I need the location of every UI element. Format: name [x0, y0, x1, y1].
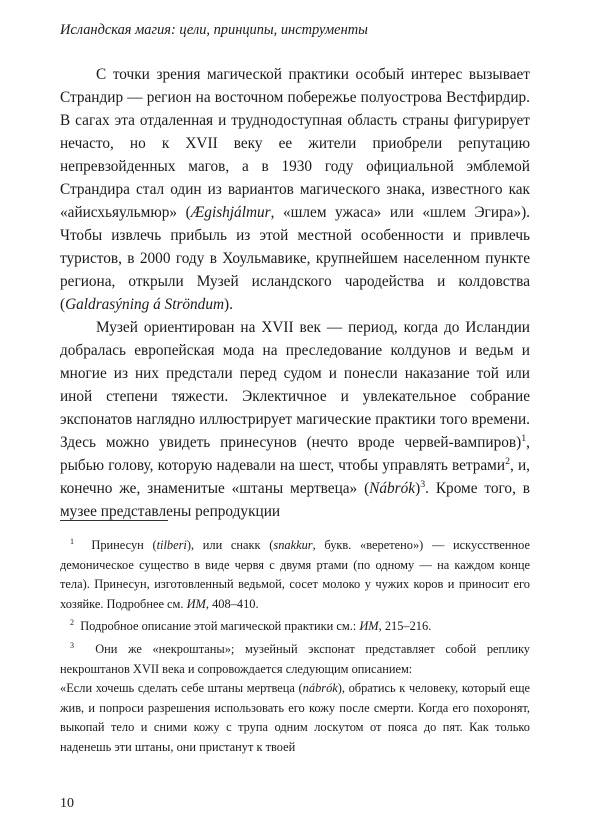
- paragraph-2: [60, 316, 530, 523]
- italic-term: Nábrók: [369, 480, 416, 497]
- footnote-ref-2[interactable]: 2: [505, 455, 511, 467]
- footnote-1: [60, 536, 530, 614]
- italic-term: Galdrasýning á Ströndum: [65, 296, 225, 313]
- text-run: , 408–410.: [205, 596, 259, 611]
- footnote-ref-3[interactable]: 3: [420, 478, 426, 490]
- italic-term: snakkur: [273, 538, 313, 552]
- text-run: «Если хочешь сделать себе штаны мертвеца (: [60, 681, 303, 696]
- text-run: , 215–216.: [378, 619, 432, 634]
- footnote-3-quote: [60, 679, 530, 757]
- running-head: Исландская магия: цели, принципы, инструменты: [60, 22, 368, 38]
- footnote-number: 3: [70, 640, 75, 650]
- text-run: , и, конечно же, знаменитые «штаны мертвеца» (: [60, 457, 530, 497]
- text-run: Они же «некроштаны»; музейный экспонат представляет собой реплику некроштанов XVII века и сопровождается следующим описанием:: [60, 641, 530, 676]
- italic-term: Ægishjálmur: [190, 204, 271, 221]
- footnote-separator: [60, 520, 168, 521]
- text-run: ), или снакк (: [186, 538, 274, 552]
- text-run: . Кроме того, в музее представлены репродукции: [60, 480, 530, 520]
- page-number: 10: [60, 796, 74, 811]
- footnote-2: [60, 617, 530, 637]
- footnote-3: [60, 640, 530, 679]
- text-run: ).: [224, 296, 233, 313]
- text-run: ), обратись к человеку, который еще жив, и попроси разрешения использовать его кожу после смерти. Когда его похоронят, выкопай тело и сними кожу с трупа одним лоскутом от пояса до пят. Как только наденешь эти штаны, они пристанут к твоей: [60, 681, 530, 754]
- text-run: , «шлем ужаса» или «шлем Эгира»). Чтобы извлечь прибыль из этой местной особенности и привлечь туристов, в 2000 году в Хоульмавике, крупнейшем населенном пункте региона, открыли Музей исландского чародейства и колдовства (: [60, 204, 531, 313]
- text-run: С точки зрения магической практики особый интерес вызывает Страндир — регион на восточном побережье полуострова Вестфирдир. В сагах эта отдаленная и труднодоступная область страны фигурирует нечасто, но к XVII веку ее жители приобрели репутацию непревзойденных магов, а в 1930 году официальной эмблемой Страндира стал один из вариантов магического знака, известного как «айисхьяульмюр» (: [60, 66, 530, 221]
- main-text: [60, 63, 530, 523]
- text-run: Подробное описание этой магической практики см.:: [80, 619, 360, 634]
- footnote-number: 1: [70, 536, 75, 546]
- text-run: , букв. «веретено») — искусственное демоническое существо в виде червя с двумя ртами (по одному — на каждом конце тела). Принесун, изготовленный ведьмой, сосет молоко у чужих коров и приносит его хозяйке. Подробнее см.: [60, 538, 530, 611]
- text-run: Музей ориентирован на XVII век — период, когда до Исландии добралась европейская мода на преследование колдунов и ведьм и многие из них предстали перед судом и понесли наказание той или иной степени тяжести. Эклектичное и увлекательное собрание экспонатов наглядно иллюстрирует магические практики того времени. Здесь можно увидеть принесунов (нечто вроде червей-вампиров): [60, 319, 530, 451]
- italic-term: nábrók: [302, 681, 338, 696]
- text-run: Принесун (: [91, 538, 157, 552]
- italic-term: tilberi: [156, 538, 187, 552]
- footnote-ref-1[interactable]: 1: [521, 432, 527, 444]
- italic-term: ИМ: [359, 619, 379, 634]
- italic-term: ИМ: [186, 596, 206, 611]
- footnotes: [60, 536, 530, 761]
- text-run: ): [415, 480, 421, 497]
- footnote-number: 2: [70, 618, 75, 628]
- paragraph-1: [60, 63, 530, 316]
- text-run: , рыбью голову, которую надевали на шест, чтобы управлять ветрами: [60, 434, 530, 474]
